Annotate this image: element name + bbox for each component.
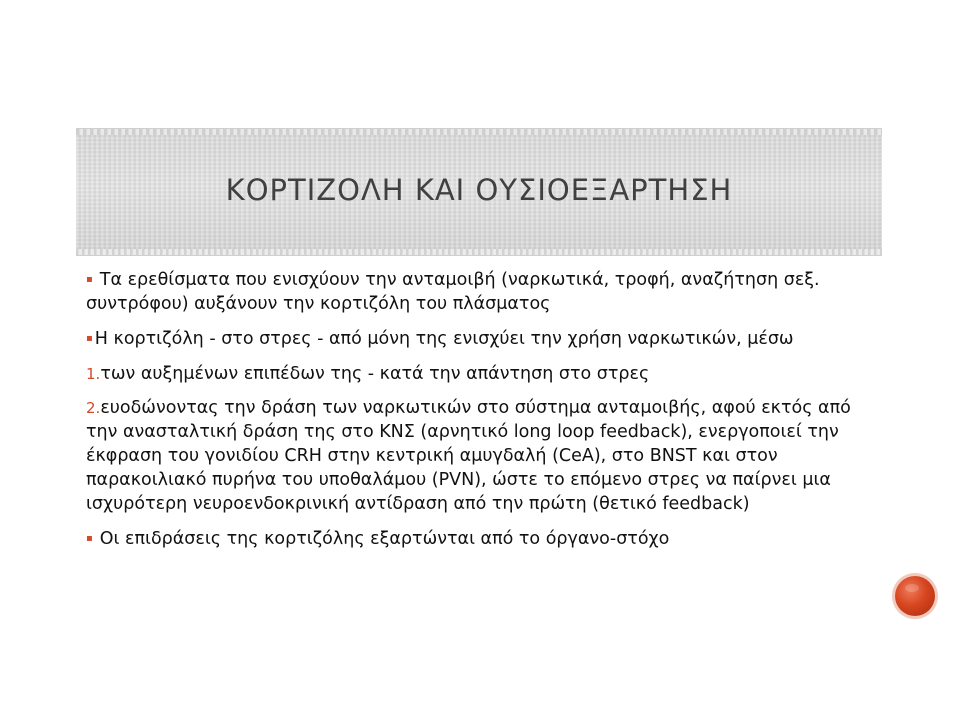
bullet-paragraph — [86, 268, 876, 316]
bullet-paragraph — [86, 527, 876, 551]
list-number: 1. — [86, 365, 101, 383]
square-bullet-icon: ▪ — [86, 274, 93, 285]
square-bullet-icon: ▪ — [86, 333, 93, 344]
title-band — [76, 128, 882, 256]
numbered-text: ευοδώνοντας την δράση των ναρκωτικών στο σύστημα ανταμοιβής, αφού εκτός από την ανασταλτική δράση της στο ΚΝΣ (αρνητικό long loop feedback), ενεργοποιεί την έκφραση του γονιδίου CRH στην κεντρική αμυγδαλή (CeA), στο BNST και στον παρακοιλιακό πυρήνα του υποθαλάμου (PVN), ώστε το επόμενο στρες να παίρνει μια ισχυρότερη νευροενδοκρινική αντίδραση από την πρώτη (θετικό feedback) — [86, 398, 851, 514]
slide-title: ΚΟΡΤΙΖΟΛΗ ΚΑΙ ΟΥΣΙΟΕΞΑΡΤΗΣΗ — [225, 173, 733, 207]
square-bullet-icon: ▪ — [86, 533, 93, 544]
numbered-text: των αυξημένων επιπέδων της - κατά την απάντηση στο στρες — [100, 364, 650, 384]
numbered-paragraph — [86, 362, 876, 386]
bullet-text: Οι επιδράσεις της κορτιζόλης εξαρτώνται από το όργανο-στόχο — [99, 529, 670, 549]
list-number: 2. — [86, 399, 101, 417]
bullet-text: Η κορτιζόλη - στο στρες - από μόνη της ενισχύει την χρήση ναρκωτικών, μέσω — [94, 329, 794, 349]
bullet-text: Τα ερεθίσματα που ενισχύουν την ανταμοιβή (ναρκωτικά, τροφή, αναζήτηση σεξ. συντρόφου) αυξάνουν την κορτιζόλη του πλάσματος — [86, 270, 820, 314]
numbered-paragraph — [86, 396, 876, 516]
bullet-paragraph — [86, 327, 876, 351]
orange-orb-icon — [895, 576, 935, 616]
slide-content — [86, 268, 876, 562]
